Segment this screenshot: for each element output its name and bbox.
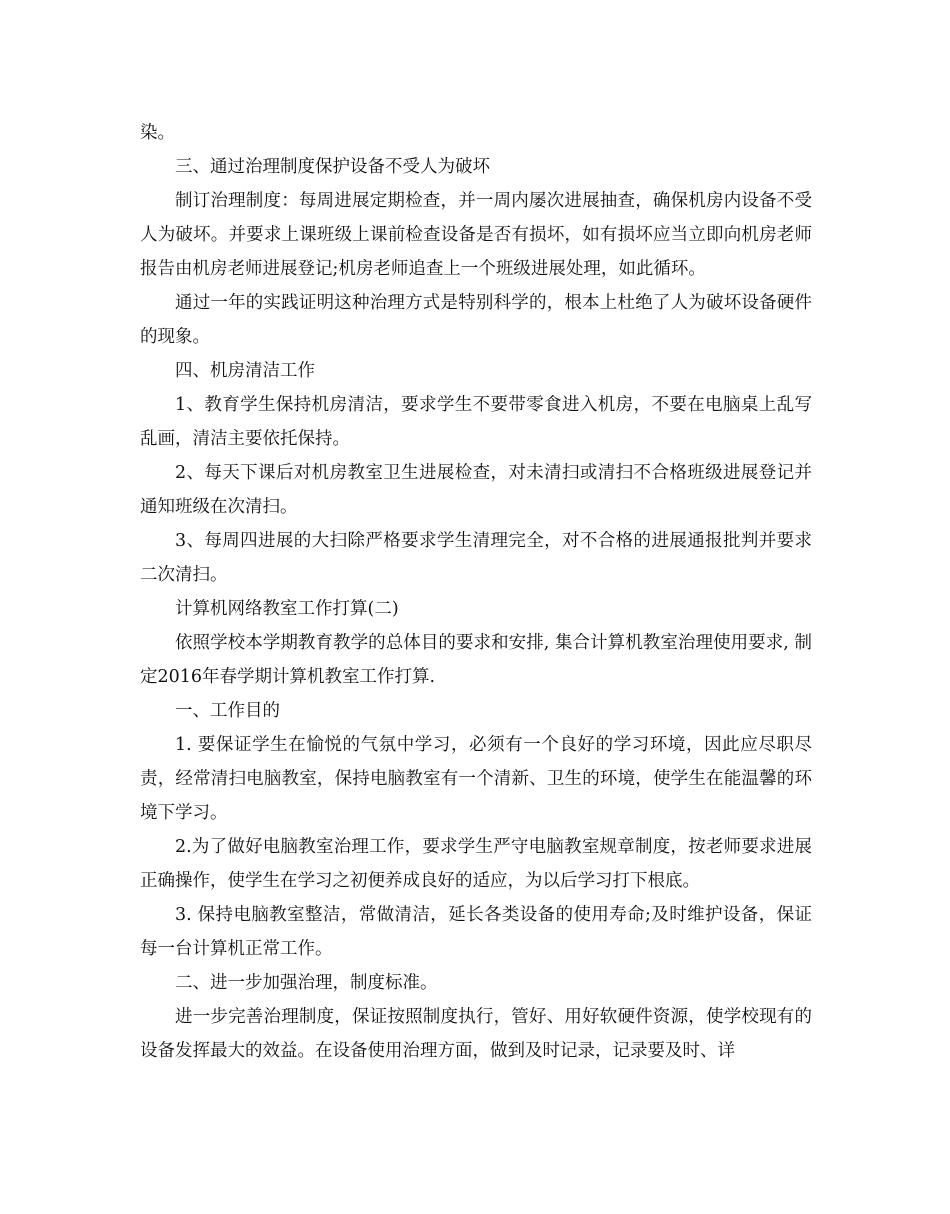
paragraph-3: 制订治理制度：每周进展定期检查，并一周内屡次进展抽查，确保机房内设备不受人为破坏。并要求上课班级上课前检查设备是否有损坏，如有损坏应当立即向机房老师报告由机房老师进展登记;机房老师追查上一个班级进展处理，如此循环。 xyxy=(140,191,812,279)
goal-item-2: 2.为了做好电脑教室治理工作，要求学生严守电脑教室规章制度，按老师要求进展正确操作，使学生在学习之初便养成良好的适应，为以后学习打下根底。 xyxy=(140,837,812,891)
document-body xyxy=(140,116,812,1068)
list-item-2: 2、每天下课后对机房教室卫生进展检查，对未清扫或清扫不合格班级进展登记并通知班级在次清扫。 xyxy=(140,463,812,517)
paragraph-1: 染。 xyxy=(140,123,175,143)
section-heading-3: 三、通过治理制度保护设备不受人为破坏 xyxy=(175,157,490,177)
section-heading-1: 一、工作目的 xyxy=(175,701,280,721)
goal-item-3: 3. 保持电脑教室整洁，常做清洁，延长各类设备的使用寿命;及时维护设备，保证每一台计算机正常工作。 xyxy=(140,905,812,959)
list-item-1: 1、教育学生保持机房清洁，要求学生不要带零食进入机房，不要在电脑桌上乱写乱画，清洁主要依托保持。 xyxy=(140,395,812,449)
section-heading-4: 四、机房清洁工作 xyxy=(175,361,315,381)
list-item-3: 3、每周四进展的大扫除严格要求学生清理完全，对不合格的进展通报批判并要求二次清扫。 xyxy=(140,531,812,585)
document-subtitle: 计算机网络教室工作打算(二) xyxy=(175,599,399,619)
goal-item-1: 1. 要保证学生在愉悦的气氛中学习，必须有一个良好的学习环境，因此应尽职尽责，经常清扫电脑教室，保持电脑教室有一个清新、卫生的环境，使学生在能温馨的环境下学习。 xyxy=(140,735,812,823)
paragraph-last: 进一步完善治理制度，保证按照制度执行，管好、用好软硬件资源，使学校现有的设备发挥最大的效益。在设备使用治理方面，做到及时记录，记录要及时、详 xyxy=(140,1007,812,1061)
section-heading-2: 二、进一步加强治理，制度标准。 xyxy=(175,973,438,993)
paragraph-4: 通过一年的实践证明这种治理方式是特别科学的，根本上杜绝了人为破坏设备硬件的现象。 xyxy=(140,293,812,347)
paragraph-intro: 依照学校本学期教育教学的总体目的要求和安排, 集合计算机教室治理使用要求, 制定2016年春学期计算机教室工作打算. xyxy=(140,633,812,687)
